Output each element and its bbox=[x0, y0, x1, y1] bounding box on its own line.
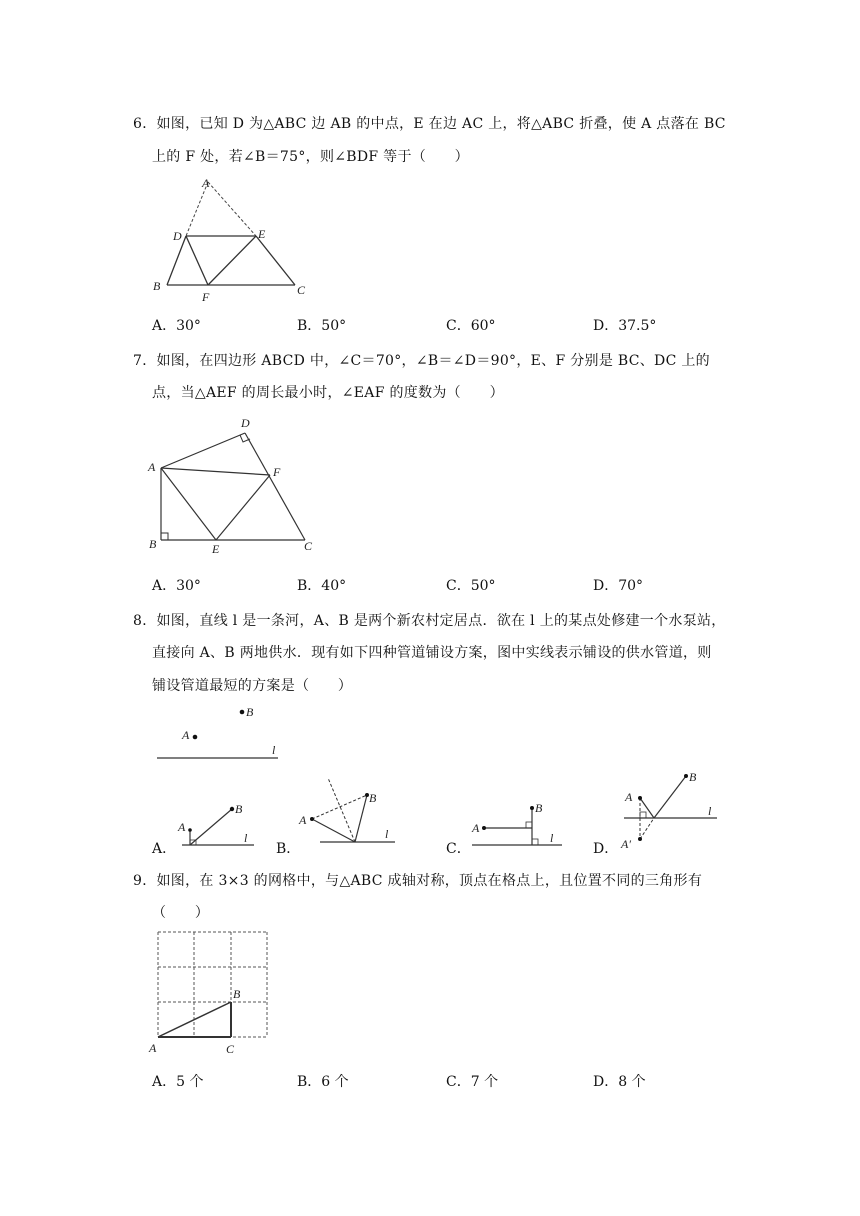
q7-seg-DC bbox=[245, 433, 305, 540]
q8-a-label-B: B bbox=[235, 802, 243, 816]
q7-label-C: C bbox=[304, 539, 313, 553]
q8-line-1: 8．如图，直线 l 是一条河，A、B 是两个新农村定居点．欲在 l 上的某点处修建一个水泵站， bbox=[133, 613, 726, 629]
q9-line-1: 9．如图，在 3×3 的网格中，与△ABC 成轴对称，顶点在格点上，且位置不同的三角形有 bbox=[133, 873, 703, 889]
q8-option-d: D． bbox=[593, 841, 619, 857]
q6-seg-DF bbox=[186, 236, 208, 285]
q8-ref-label-B: B bbox=[246, 705, 254, 719]
q9-label-C: C bbox=[226, 1042, 235, 1056]
q8-option-d-figure bbox=[612, 766, 727, 852]
q8-d-label-B: B bbox=[689, 770, 697, 784]
q6-seg-EC bbox=[256, 236, 295, 285]
q6-fold-AD bbox=[186, 182, 208, 236]
q6-label-E: E bbox=[258, 227, 266, 241]
q6-option-b: B．50° bbox=[297, 318, 347, 334]
q8-ref-label-A: A bbox=[182, 728, 190, 742]
q7-option-c: C．50° bbox=[446, 578, 496, 594]
q8-reference-figure bbox=[150, 700, 290, 765]
q9-option-d: D．8 个 bbox=[593, 1074, 646, 1090]
q8-ref-label-l: l bbox=[272, 743, 276, 757]
q6-option-c: C．60° bbox=[446, 318, 496, 334]
q6-label-D: D bbox=[173, 229, 182, 243]
q8-line-2: 直接向 A、B 两地供水．现有如下四种管道铺设方案，图中实线表示铺设的供水管道，则 bbox=[152, 645, 712, 661]
q6-seg-EF bbox=[208, 236, 256, 285]
q8-d-label-A: A bbox=[625, 790, 633, 804]
q8-b-label-B: B bbox=[369, 791, 377, 805]
q6-label-F: F bbox=[202, 290, 210, 304]
q6-line-1: 6．如图，已知 D 为△ABC 边 AB 的中点，E 在边 AC 上，将△ABC 折叠，使 A 点落在 BC bbox=[133, 116, 726, 132]
q6-label-A: A bbox=[202, 176, 210, 190]
q7-label-B: B bbox=[149, 537, 157, 551]
q8-option-a: A． bbox=[152, 841, 177, 857]
q6-fold-AE bbox=[208, 182, 256, 236]
q6-label-C: C bbox=[297, 283, 306, 297]
q8-c-label-l: l bbox=[550, 831, 554, 845]
q7-seg-EF bbox=[216, 475, 270, 540]
q9-line-2: （ ） bbox=[152, 905, 210, 921]
q7-line-1: 7．如图，在四边形 ABCD 中，∠C＝70°，∠B＝∠D＝90°，E、F 分别是 BC、DC 上的 bbox=[133, 353, 710, 369]
q7-option-d: D．70° bbox=[593, 578, 644, 594]
q9-option-b: B．6 个 bbox=[297, 1074, 349, 1090]
q7-label-F: F bbox=[273, 465, 281, 479]
q9-option-c: C．7 个 bbox=[446, 1074, 499, 1090]
q9-option-a: A．5 个 bbox=[152, 1074, 204, 1090]
q8-ref-point-B bbox=[240, 710, 245, 715]
q8-a-label-l: l bbox=[244, 831, 248, 845]
q7-line-2: 点，当△AEF 的周长最小时，∠EAF 的度数为（ ） bbox=[152, 385, 504, 401]
q6-label-B: B bbox=[153, 279, 161, 293]
q8-a-label-A: A bbox=[178, 820, 186, 834]
q7-seg-AD bbox=[161, 433, 245, 468]
q8-b-label-l: l bbox=[385, 827, 389, 841]
q8-ref-point-A bbox=[193, 735, 198, 740]
q6-option-a: A．30° bbox=[152, 318, 201, 334]
q9-label-A: A bbox=[149, 1041, 157, 1055]
q7-label-A: A bbox=[148, 460, 156, 474]
q7-right-angle-B bbox=[161, 533, 168, 540]
q9-label-B: B bbox=[233, 987, 241, 1001]
q8-line-3: 铺设管道最短的方案是（ ） bbox=[152, 678, 353, 694]
q6-option-d: D．37.5° bbox=[593, 318, 657, 334]
q8-option-b: B． bbox=[276, 841, 301, 857]
q8-option-c: C． bbox=[446, 841, 471, 857]
q8-option-b-figure bbox=[295, 772, 405, 850]
q6-seg-BD bbox=[167, 236, 186, 285]
q7-option-a: A．30° bbox=[152, 578, 201, 594]
q8-d-label-A-prime: A′ bbox=[621, 837, 631, 851]
q7-seg-AF bbox=[161, 468, 270, 475]
q9-grid-figure bbox=[145, 925, 280, 1060]
q8-d-label-l: l bbox=[708, 804, 712, 818]
q7-option-b: B．40° bbox=[297, 578, 347, 594]
q6-line-2: 上的 F 处，若∠B＝75°，则∠BDF 等于（ ） bbox=[152, 149, 469, 165]
q7-label-D: D bbox=[241, 416, 250, 430]
q7-figure bbox=[140, 412, 330, 557]
q7-seg-AE bbox=[161, 468, 216, 540]
q8-option-a-figure bbox=[174, 798, 264, 853]
q8-option-c-figure bbox=[468, 798, 568, 853]
q6-figure bbox=[145, 172, 320, 307]
q8-b-label-A: A bbox=[299, 813, 307, 827]
q8-c-label-B: B bbox=[535, 801, 543, 815]
q7-label-E: E bbox=[212, 542, 220, 556]
q8-c-label-A: A bbox=[472, 821, 480, 835]
